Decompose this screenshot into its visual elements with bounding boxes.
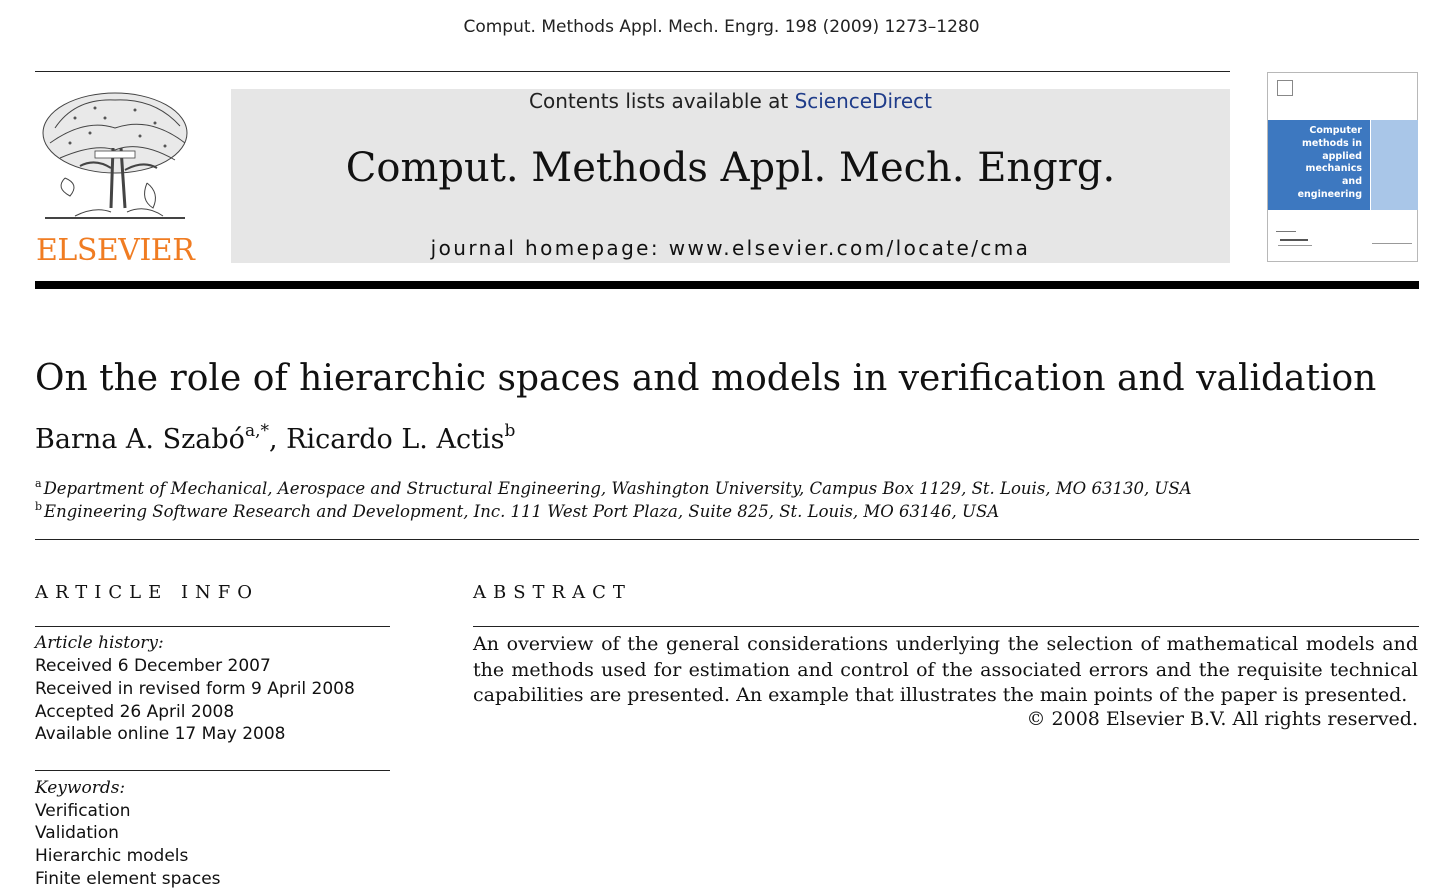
journal-homepage-link[interactable]: journal homepage: www.elsevier.com/locate/cma: [430, 236, 1031, 260]
keyword: Verification: [35, 801, 131, 821]
copyright-notice: © 2008 Elsevier B.V. All rights reserved.: [1026, 708, 1418, 730]
affiliation-mark: a: [35, 477, 42, 490]
contents-availability: [231, 89, 1230, 113]
keyword: Hierarchic models: [35, 846, 189, 866]
author-name: Ricardo L. Actis: [286, 424, 505, 455]
cover-accent-panel: [1371, 120, 1418, 210]
history-line: Available online 17 May 2008: [35, 724, 286, 744]
article-title: On the role of hierarchic spaces and models in verification and validation: [35, 358, 1377, 399]
cover-title: Computer methods in applied mechanics and engineering: [1297, 125, 1362, 200]
abstract-rule: [473, 626, 1419, 627]
sciencedirect-link[interactable]: ScienceDirect: [794, 89, 932, 113]
author-list: [35, 421, 516, 455]
publisher-name: ELSEVIER: [36, 233, 195, 268]
keyword: Validation: [35, 823, 119, 843]
header-rule: [35, 71, 1230, 72]
affiliation: [35, 479, 1192, 498]
contents-prefix: Contents lists available at: [529, 89, 795, 113]
running-header: Comput. Methods Appl. Mech. Engrg. 198 (2009) 1273–1280: [463, 17, 980, 37]
affiliation-mark: b: [35, 500, 43, 513]
abstract-body: An overview of the general considerations underlying the selection of mathematical models and the methods used for estimation and control of the associated errors and the requisite technical capabilities are presented. An example that illustrates the main points of the paper is presented.: [473, 633, 1418, 706]
keywords-label: Keywords:: [35, 778, 126, 798]
article-info-heading: ARTICLE INFO: [35, 582, 260, 603]
cover-sciencedirect-mark: [1280, 239, 1308, 241]
history-line: Received in revised form 9 April 2008: [35, 679, 355, 699]
cover-fineprint-right: [1372, 243, 1412, 244]
keyword: Finite element spaces: [35, 869, 221, 889]
masthead-rule: [35, 281, 1419, 289]
affiliation-rule: [35, 539, 1419, 540]
journal-title: Comput. Methods Appl. Mech. Engrg.: [345, 145, 1116, 191]
author-marks[interactable]: b: [504, 421, 516, 441]
cover-blue-panel: [1268, 120, 1370, 210]
history-line: Received 6 December 2007: [35, 656, 271, 676]
affiliation: [35, 502, 999, 521]
history-line: Accepted 26 April 2008: [35, 702, 235, 722]
article-info-rule: [35, 626, 390, 627]
article-history-label: Article history:: [35, 633, 164, 653]
affiliation-text: Engineering Software Research and Development, Inc. 111 West Port Plaza, Suite 825, St. Louis, MO 63146, USA: [44, 502, 1000, 521]
abstract-heading: ABSTRACT: [473, 582, 632, 603]
author-separator: ,: [268, 424, 287, 455]
affiliation-text: Department of Mechanical, Aerospace and Structural Engineering, Washington University, Campus Box 1129, St. Louis, MO 63130, USA: [43, 479, 1192, 498]
author-marks[interactable]: a,*: [244, 421, 269, 441]
author-name: Barna A. Szabó: [35, 424, 245, 455]
cover-fineprint: [1276, 231, 1296, 232]
cover-fineprint-url: [1278, 245, 1312, 246]
journal-cover-thumbnail: [1267, 72, 1418, 262]
keywords-rule: [35, 770, 390, 771]
cover-elsevier-emblem-icon: [1277, 80, 1293, 96]
